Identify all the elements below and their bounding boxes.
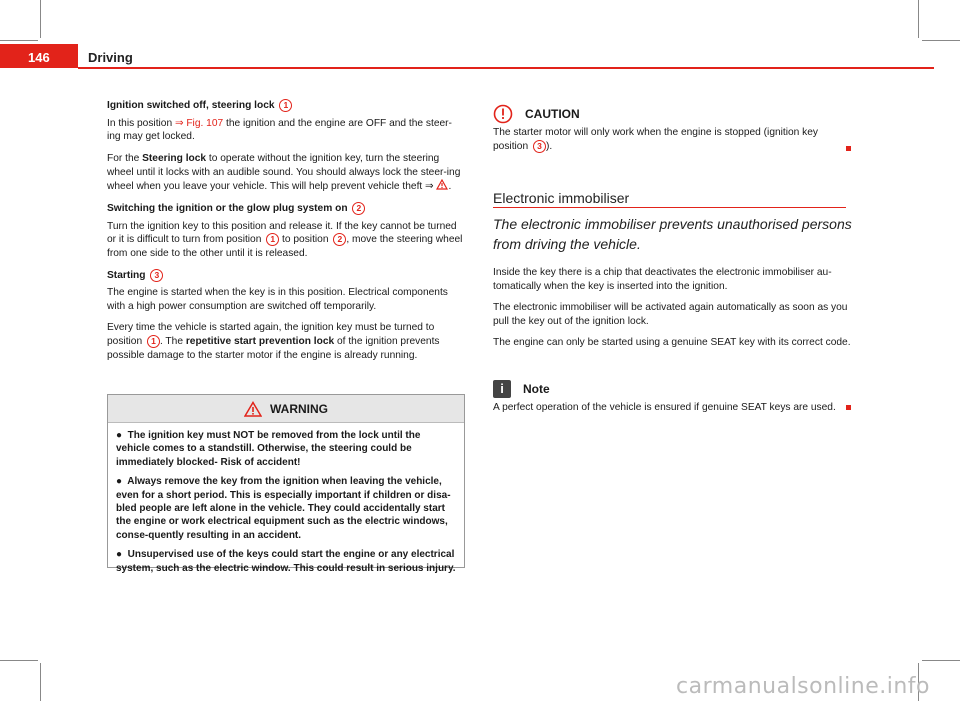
section-title: Driving <box>88 50 133 65</box>
warning-item: ● The ignition key must NOT be removed from the lock until the vehicle comes to a standstill. Otherwise, the steering could be immediately blocked- Risk of accident! <box>116 430 421 468</box>
page-number: 146 <box>28 50 50 65</box>
caution-text: The starter motor will only work when the engine is stopped (ignition key position 3 ). <box>493 127 819 152</box>
crop-mark <box>922 660 960 661</box>
warning-box <box>107 394 465 574</box>
heading-starting: Starting 3 <box>107 269 465 283</box>
position-marker: 3 <box>150 269 163 282</box>
crop-mark <box>40 0 41 38</box>
heading-ignition-on: Switching the ignition or the glow plug system on 2 <box>107 202 465 216</box>
section-heading: Electronic immobiliser <box>493 190 630 206</box>
warning-body <box>108 423 464 575</box>
crop-mark <box>918 0 919 38</box>
end-of-section-mark <box>846 405 851 410</box>
paragraph: For the Steering lock to operate without the ignition key, turn the steering wheel until it locks with an audible sound. You should always lock the steer-ing wheel when you leave your vehicle. This will help prevent vehicle theft ⇒ . <box>107 152 461 193</box>
paragraph: Turn the ignition key to this position and release it. If the key cannot be turned or it is difficult to turn from position 1 to position 2 , move the steering wheel from one side to the other until it is released. <box>107 220 463 259</box>
bullet-icon: ● <box>116 476 123 488</box>
warning-triangle-icon[interactable] <box>436 179 448 190</box>
crop-mark <box>40 663 41 701</box>
watermark: carmanualsonline.info <box>676 674 930 699</box>
warning-item: ● Always remove the key from the ignition when leaving the vehicle, even for a short period. This is especially important if children or disa-bled people are left alone in the vehicle. They could accidentally start the engine or work electrical equipment such as the electric windows, conse-quently resulting in an accident. <box>116 476 451 541</box>
crop-mark <box>0 40 38 41</box>
bullet-icon: ● <box>116 549 123 561</box>
warning-item: ● Unsupervised use of the keys could start the engine or any electrical system, such as the electric window. This could result in serious injury. <box>116 549 456 574</box>
info-icon: i <box>493 380 511 398</box>
position-marker: 1 <box>147 335 160 348</box>
warning-header <box>108 395 464 423</box>
figure-link[interactable]: ⇒ Fig. 107 <box>174 117 224 129</box>
end-of-section-mark <box>846 146 851 151</box>
position-marker: 1 <box>279 99 292 112</box>
position-marker: 2 <box>352 202 365 215</box>
caution-heading <box>493 104 580 124</box>
warning-triangle-icon <box>244 401 262 417</box>
paragraph: In this position ⇒ Fig. 107 the ignition and the engine are OFF and the steer-ing may get locked. <box>107 117 452 143</box>
paragraph: The engine is started when the key is in this position. Electrical components with a high power consumption are switched off temporarily. <box>107 287 448 312</box>
heading-steering-lock: Ignition switched off, steering lock 1 <box>107 99 465 113</box>
heading-rule <box>493 207 846 208</box>
position-marker: 1 <box>266 233 279 246</box>
note-text: A perfect operation of the vehicle is ensured if genuine SEAT keys are used. <box>493 402 836 413</box>
caution-title: CAUTION <box>525 107 580 121</box>
position-marker: 2 <box>333 233 346 246</box>
paragraph: The engine can only be started using a genuine SEAT key with its correct code. <box>493 337 851 349</box>
left-column <box>107 99 465 370</box>
crop-mark <box>0 660 38 661</box>
note-heading <box>493 380 550 398</box>
crop-mark <box>922 40 960 41</box>
header-rule <box>78 67 934 69</box>
bullet-icon: ● <box>116 430 123 441</box>
right-column <box>493 266 853 358</box>
position-marker: 3 <box>533 140 546 153</box>
caution-icon <box>493 104 513 124</box>
paragraph: The electronic immobiliser will be activated again automatically as soon as you pull the key out of the ignition lock. <box>493 302 848 327</box>
paragraph: Every time the vehicle is started again, the ignition key must be turned to position 1 . The repetitive start prevention lock of the ignition prevents possible damage to the starter motor if the engine is already running. <box>107 322 440 361</box>
note-title: Note <box>523 382 550 396</box>
section-intro: The electronic immobiliser prevents unauthorised persons from driving the vehicle. <box>493 216 852 252</box>
paragraph: Inside the key there is a chip that deactivates the electronic immobiliser au-tomatically when the key is inserted into the ignition. <box>493 267 832 292</box>
warning-title: WARNING <box>270 401 328 416</box>
